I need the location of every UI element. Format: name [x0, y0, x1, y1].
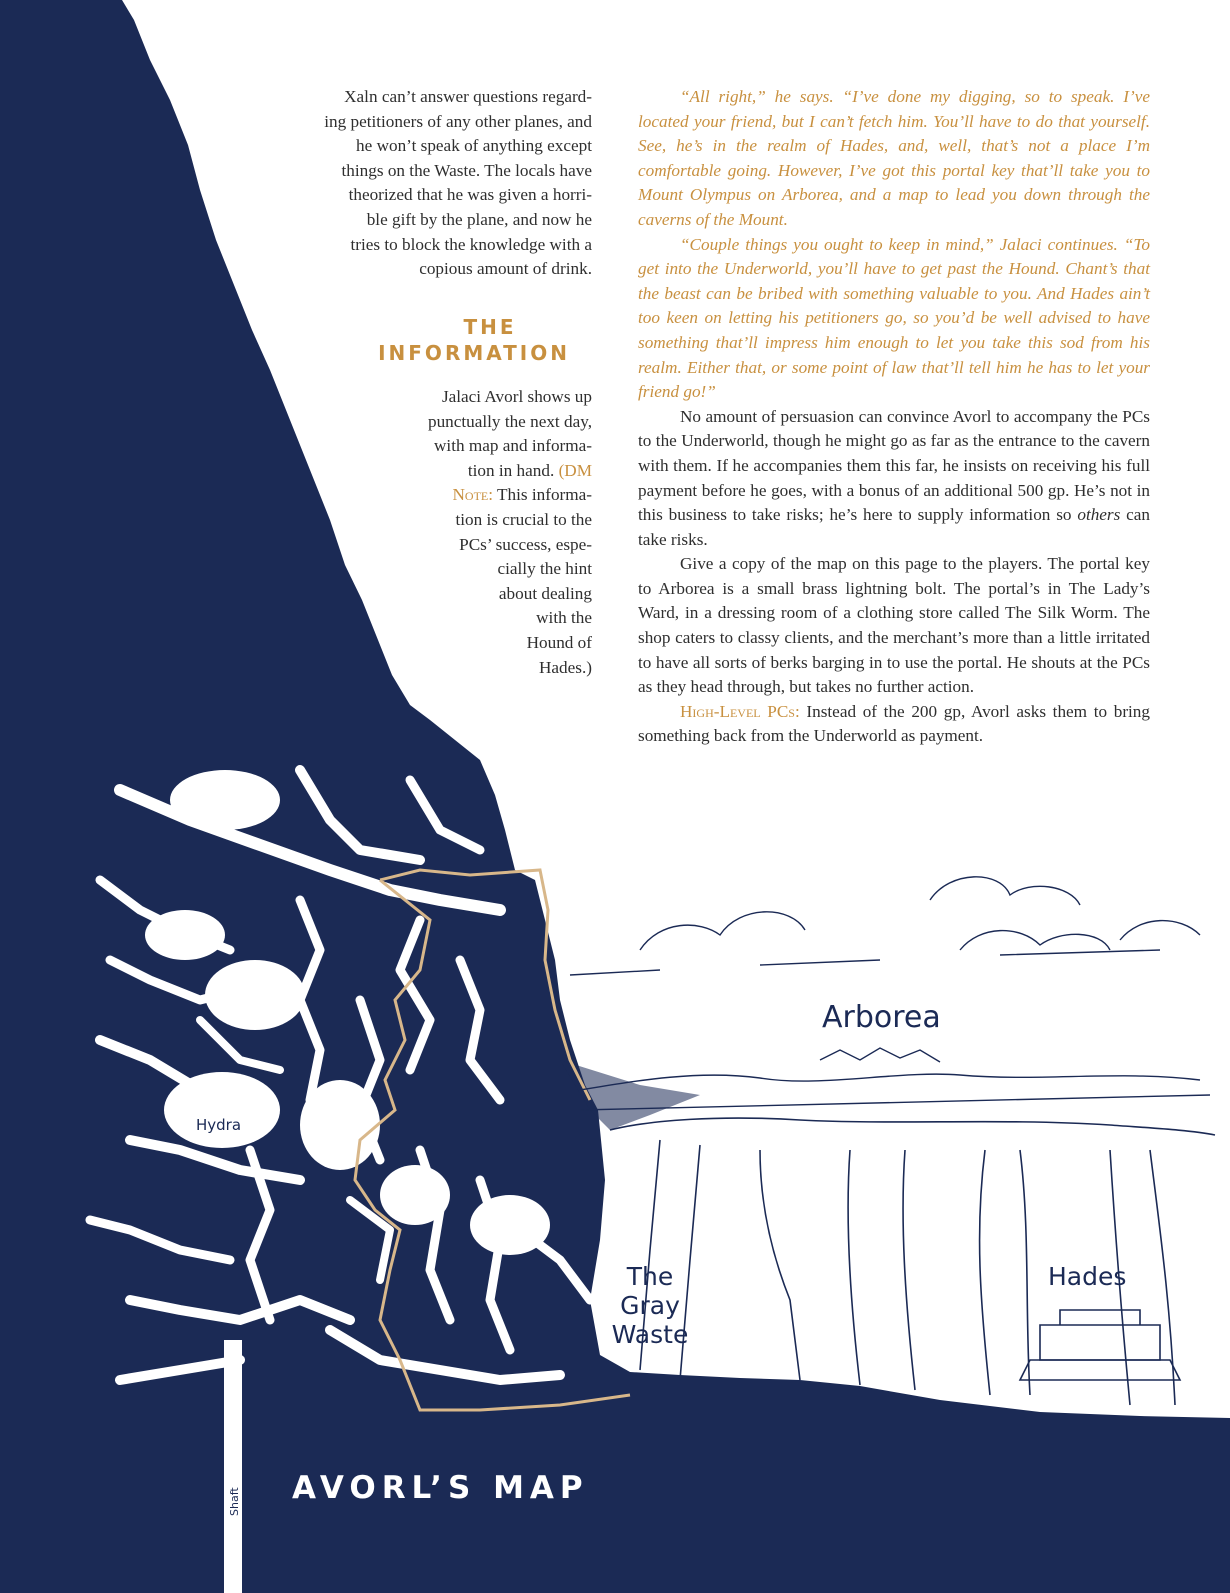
- persuasion-text-end: can take risks.: [638, 505, 1150, 549]
- information-paragraph: [360, 385, 592, 680]
- label-gray-waste-line2: Waste: [611, 1320, 689, 1349]
- persuasion-text: No amount of persuasion can convince Avorl to accompany the PCs to the Underworld, though he might go as far as the entrance to the cavern with them. If he accompanies them this far, he insists on receiving his full payment before he goes, with a bonus of an additional 500 gp. He’s not in this business to take risks; he’s here to supply information so: [638, 406, 1150, 525]
- intro-line: Xaln can’t answer questions regard-: [344, 87, 592, 106]
- portal-paragraph: Give a copy of the map on this page to the players. The portal key to Arborea is a small brass lightning bolt. The portal’s in The Lady’s Ward, in a dressing room of a clothing store called The Silk Worm. The shop caters to classy clients, and the merchant’s more than a little irritated to have all sorts of berks barging in to use the portal. He shouts at the PCs as they head through, but takes no further action.: [638, 554, 1150, 697]
- label-shaft: Shaft: [228, 1487, 241, 1516]
- quote-paragraph-2: “Couple things you ought to keep in mind,” Jalaci continues. “To get into the Underworld, you’ll have to get past the Hound. Chant’s that the beast can be bribed with something valuable to you. And Hades ain’t too keen on letting his petitioners go, so you’d be well advised to have something that’ll impress him enough to let you take this sod from his realm. Either that, or some point of law that’ll tell him he has to let your friend go!”: [638, 234, 1150, 402]
- map-title: AVORL’S MAP: [292, 1470, 589, 1506]
- info-line: with map and informa-: [434, 436, 592, 456]
- section-heading-line1: THE: [463, 315, 517, 339]
- label-gray-waste: [595, 1262, 705, 1349]
- info-line: Jalaci Avorl shows up: [441, 387, 592, 406]
- intro-paragraph: [200, 85, 592, 282]
- high-level-label: High-Level PCs:: [680, 701, 800, 721]
- dm-note-open: (DM: [558, 460, 592, 480]
- info-line: with the: [536, 608, 592, 628]
- intro-line: things on the Waste. The locals have: [341, 160, 592, 180]
- intro-line: copious amount of drink.: [419, 259, 592, 279]
- intro-line: he won’t speak of anything except: [356, 136, 592, 156]
- info-line: [360, 483, 592, 508]
- info-line-text: This informa-: [497, 485, 592, 505]
- intro-line: theorized that he was given a horri-: [348, 185, 592, 205]
- info-line: cially the hint: [497, 559, 592, 579]
- label-hades: Hades: [1048, 1262, 1127, 1291]
- info-line: about dealing: [498, 583, 592, 603]
- persuasion-paragraph: [638, 405, 1150, 553]
- info-line: PCs’ success, espe-: [459, 534, 592, 554]
- info-line: Hades.): [539, 657, 592, 677]
- info-line: Hound of: [526, 632, 592, 652]
- high-level-text: Instead of the 200 gp, Avorl asks them to bring something back from the Underworld as payment.: [638, 701, 1150, 746]
- intro-line: ble gift by the plane, and now he: [366, 209, 592, 229]
- high-level-paragraph: [638, 700, 1150, 749]
- dm-note-label: Note:: [452, 485, 493, 505]
- shaft-column: [224, 1340, 242, 1593]
- label-hydra: Hydra: [196, 1116, 242, 1134]
- section-heading-line2: INFORMATION: [378, 341, 570, 365]
- info-line: punctually the next day,: [427, 411, 592, 431]
- section-heading: [300, 314, 570, 366]
- persuasion-emphasis: others: [1077, 505, 1121, 525]
- info-line: tion is crucial to the: [455, 509, 592, 529]
- right-column-text: [638, 85, 1150, 749]
- info-line-text: tion in hand.: [467, 460, 555, 480]
- quote-paragraph-1: “All right,” he says. “I’ve done my digging, so to speak. I’ve located your friend, but I can’t fetch him. You’ll have to do that yourself. See, he’s in the realm of Hades, and, well, that’s not a place I’m comfortable going. However, I’ve got this portal key that’ll take you to Mount Olympus on Arborea, and a map to lead you down through the caverns of the Mount.: [638, 87, 1150, 229]
- label-arborea: Arborea: [822, 1000, 941, 1035]
- intro-line: tries to block the knowledge with a: [350, 234, 592, 254]
- label-gray-waste-line1: The Gray: [620, 1262, 680, 1320]
- intro-line: ing petitioners of any other planes, and: [324, 111, 592, 131]
- arborea-landscape: [570, 877, 1210, 1110]
- info-line: [360, 459, 592, 484]
